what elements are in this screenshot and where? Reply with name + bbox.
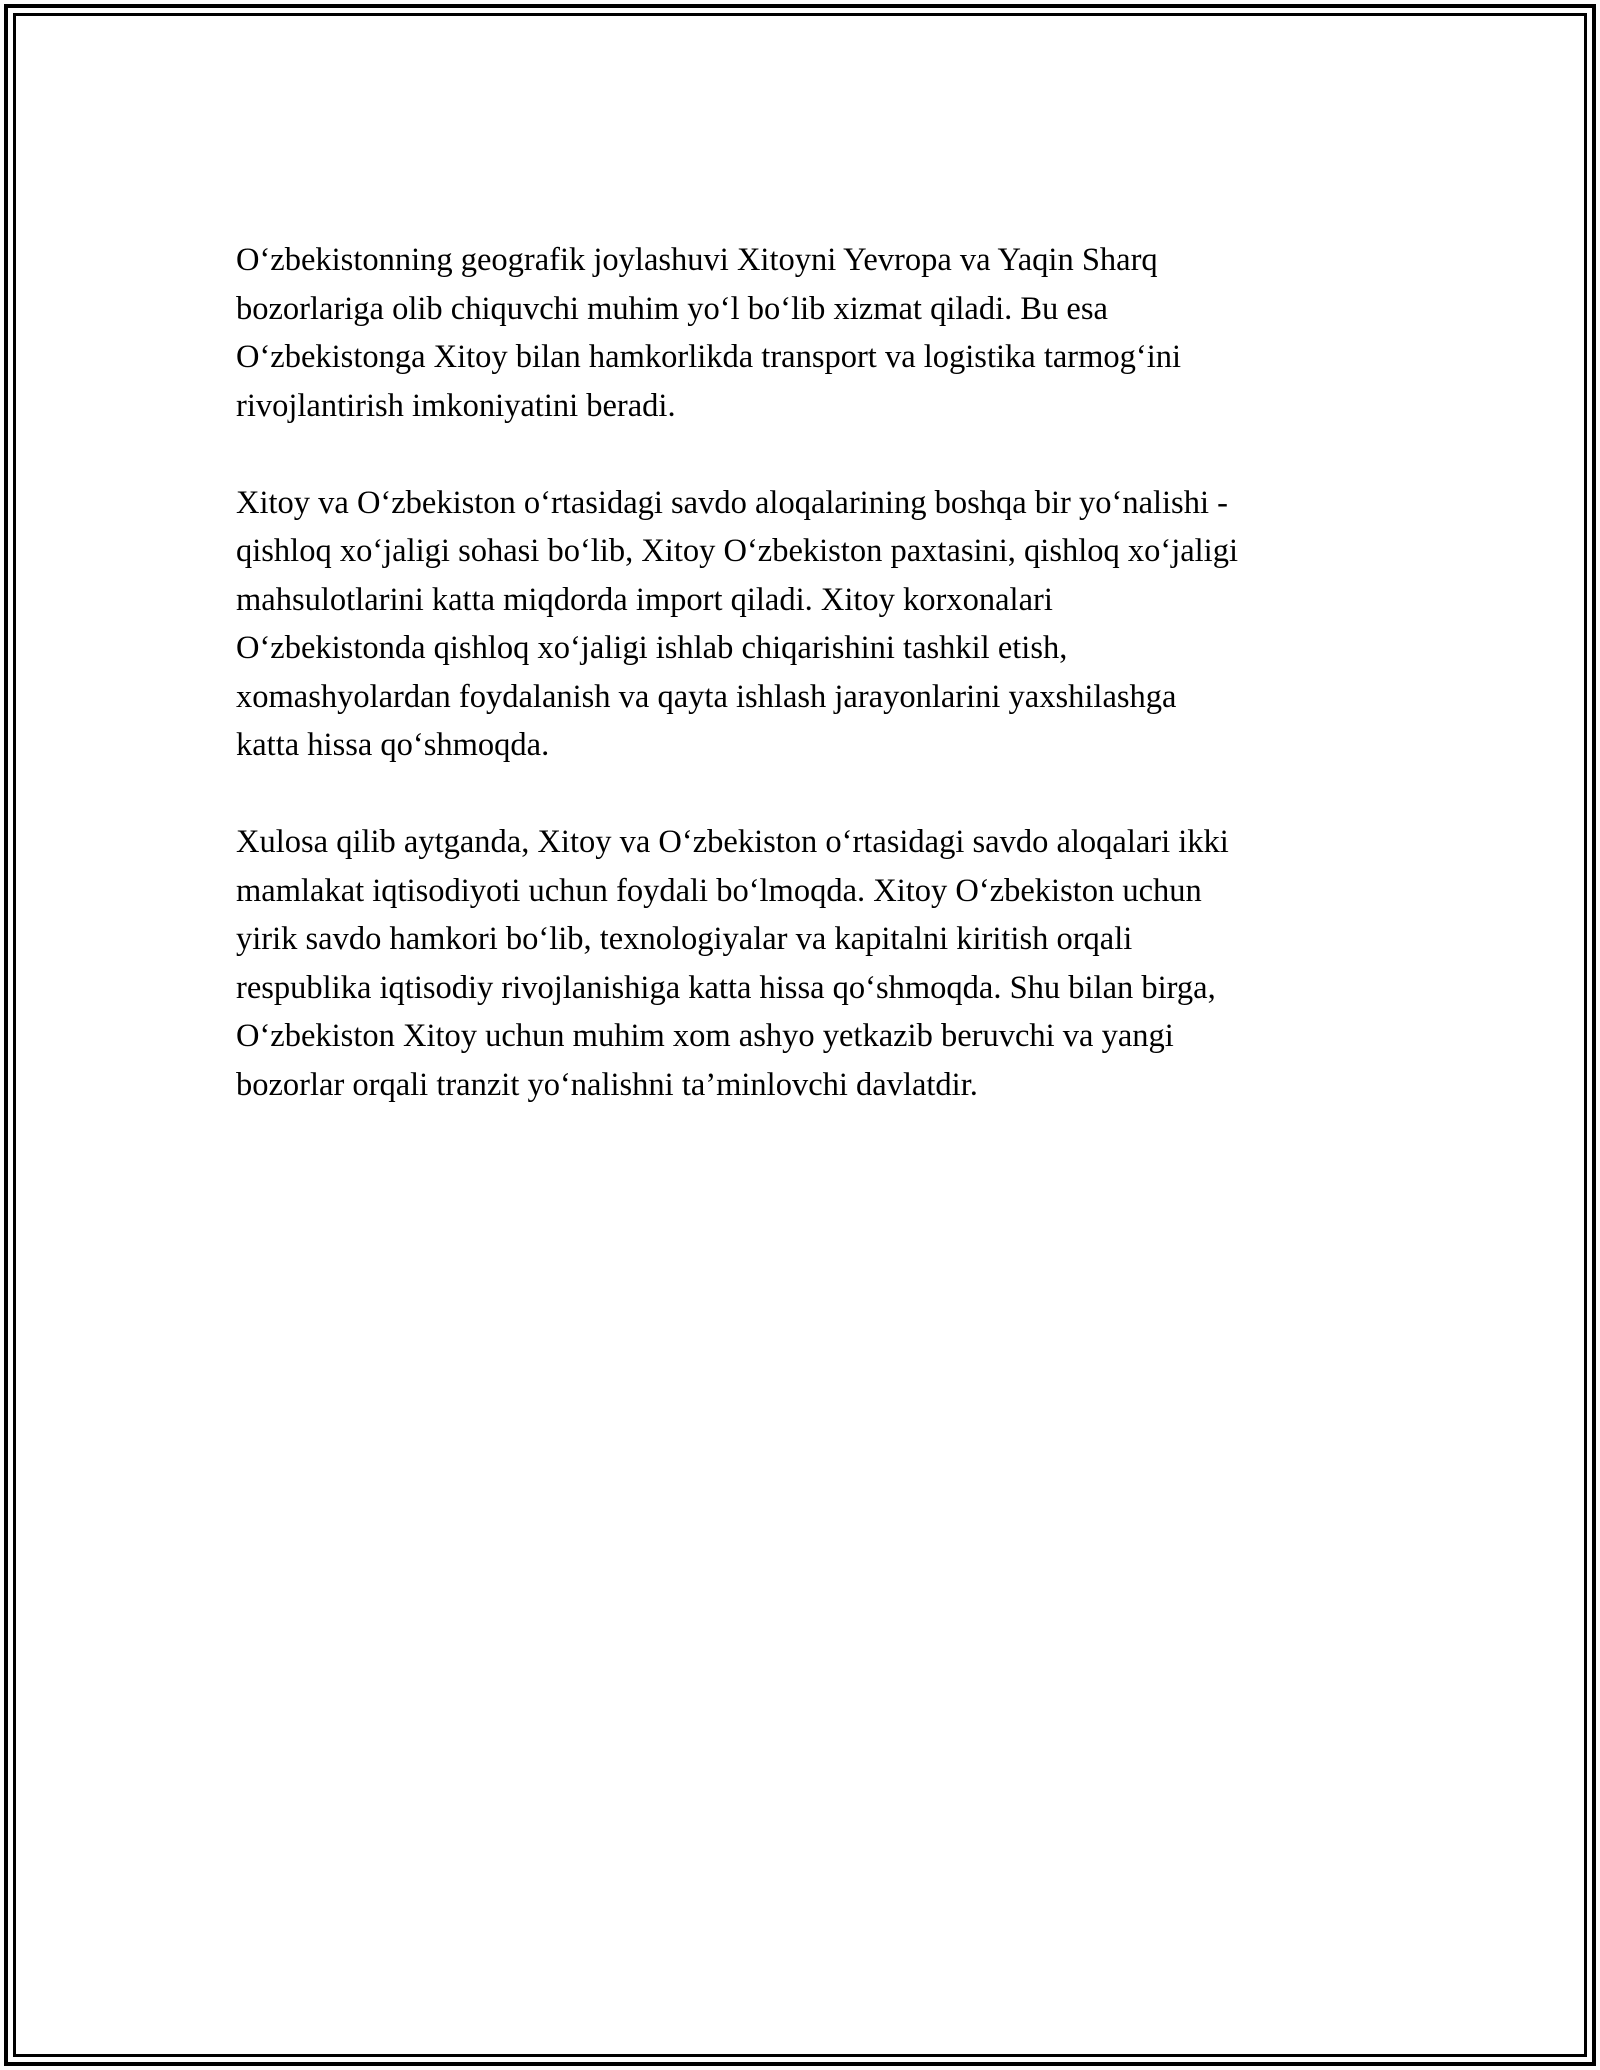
paragraph-geography: O‘zbekistonning geografik joylashuvi Xitoyni Yevropa va Yaqin Sharq bozorlariga olib chiquvchi muhim yo‘l bo‘lib xizmat qiladi. Bu esa O‘zbekistonga Xitoy bilan hamkorlikda transport va logistika tarmog‘ini rivojlantirish imkoniyatini beradi. — [236, 242, 1182, 424]
document-body — [236, 236, 1376, 1158]
paragraph-conclusion: Xulosa qilib aytganda, Xitoy va O‘zbekiston o‘rtasidagi savdo aloqalari ikki mamlakat iqtisodiyoti uchun foydali bo‘lmoqda. Xitoy O‘zbekiston uchun yirik savdo hamkori bo‘lib, texnologiyalar va kapitalni kiritish orqali respublika iqtisodiy rivojlanishiga katta hissa qo‘shmoqda. Shu bilan birga, O‘zbekiston Xitoy uchun muhim xom ashyo yetkazib beruvchi va yangi bozorlar orqali tranzit yo‘nalishni ta’minlovchi davlatdir. — [236, 824, 1229, 1103]
paragraph-agriculture: Xitoy va O‘zbekiston o‘rtasidagi savdo aloqalarining boshqa bir yo‘nalishi - qishloq xo‘jaligi sohasi bo‘lib, Xitoy O‘zbekiston paxtasini, qishloq xo‘jaligi mahsulotlarini katta miqdorda import qiladi. Xitoy korxonalari O‘zbekistonda qishloq xo‘jaligi ishlab chiqarishini tashkil etish, xomashyolardan foydalanish va qayta ishlash jarayonlarini yaxshilashga katta hissa qo‘shmoqda. — [236, 484, 1238, 763]
